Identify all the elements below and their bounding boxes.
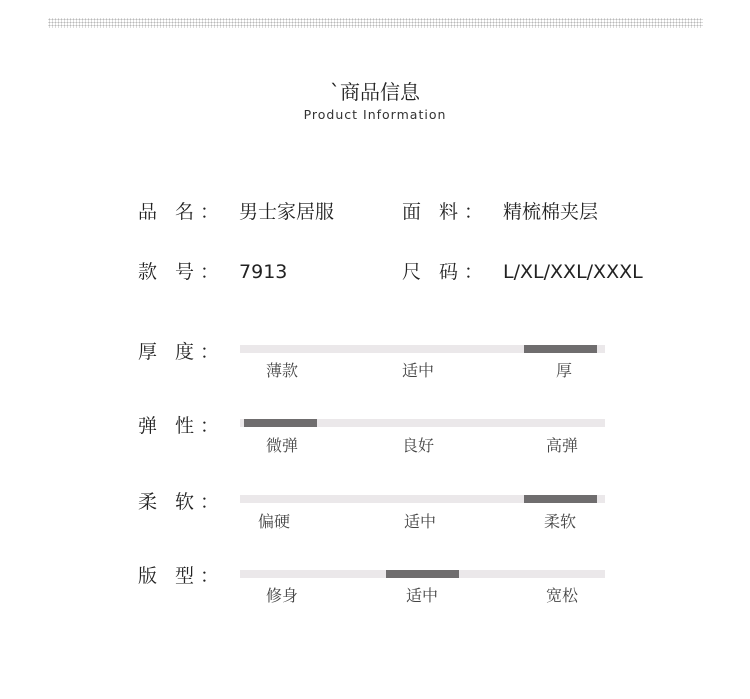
info-fabric-value: 精梳棉夹层 xyxy=(503,201,599,223)
scale-option: 修身 xyxy=(265,586,298,605)
scale-indicator xyxy=(524,495,597,503)
scale-option: 高弹 xyxy=(545,436,578,455)
scale-indicator xyxy=(244,419,317,427)
info-name xyxy=(138,197,334,224)
info-style-no-value: 7913 xyxy=(239,261,288,283)
info-fabric-label: 面 料： xyxy=(402,201,490,223)
info-style-no xyxy=(138,257,287,284)
attribute-label: 柔 软： xyxy=(138,491,226,513)
page-title: `商品信息 xyxy=(330,80,420,104)
scale-indicator xyxy=(386,570,459,578)
scale-option: 厚 xyxy=(555,361,572,380)
info-name-label: 品 名： xyxy=(138,201,226,223)
scale-indicator xyxy=(524,345,597,353)
scale-option: 微弹 xyxy=(265,436,298,455)
dotted-divider xyxy=(48,18,703,28)
attribute-label: 弹 性： xyxy=(138,415,226,437)
scale-option: 适中 xyxy=(405,586,438,605)
attribute-label: 版 型： xyxy=(138,565,226,587)
scale-option: 适中 xyxy=(401,361,434,380)
scale-option: 薄款 xyxy=(265,361,298,380)
page-subtitle: Product Information xyxy=(303,107,447,122)
info-style-no-label: 款 号： xyxy=(138,261,226,283)
scale-option: 宽松 xyxy=(545,586,578,605)
info-size xyxy=(402,257,643,284)
scale-track xyxy=(240,570,605,578)
scale-option: 适中 xyxy=(403,512,436,531)
info-size-label: 尺 码： xyxy=(402,261,490,283)
info-fabric xyxy=(402,197,598,224)
info-size-value: L/XL/XXL/XXXL xyxy=(503,261,643,283)
scale-option: 良好 xyxy=(401,436,434,455)
scale-option: 偏硬 xyxy=(257,512,290,531)
scale-option: 柔软 xyxy=(543,512,576,531)
scale-track xyxy=(240,345,605,353)
info-name-value: 男士家居服 xyxy=(239,201,335,223)
scale-track xyxy=(240,495,605,503)
attribute-label: 厚 度： xyxy=(138,341,226,363)
scale-track xyxy=(240,419,605,427)
